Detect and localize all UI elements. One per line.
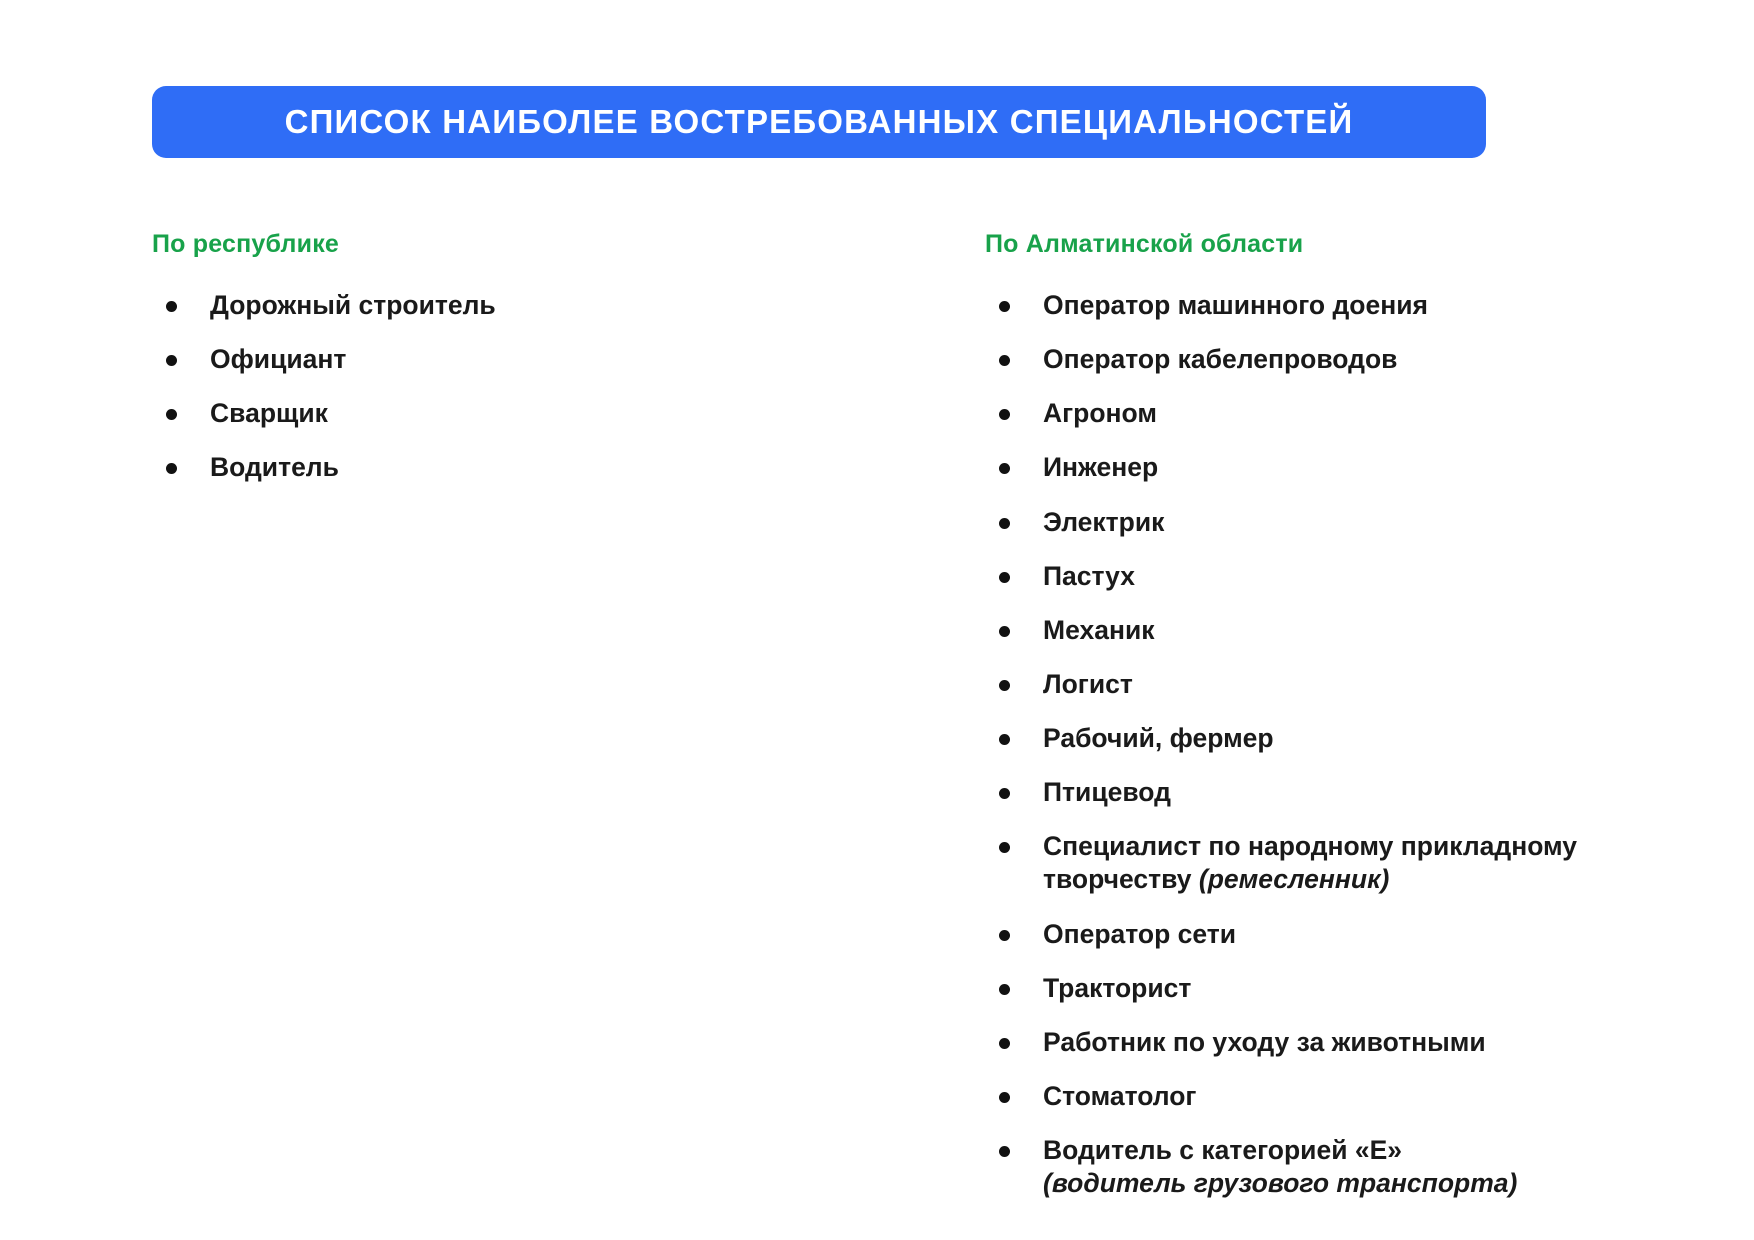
list-item xyxy=(985,1026,1705,1059)
list-item-label: Механик xyxy=(1043,614,1155,645)
bullet-icon xyxy=(999,301,1010,312)
bullet-icon xyxy=(999,463,1010,474)
list-item xyxy=(152,451,852,484)
bullet-icon xyxy=(999,1146,1010,1157)
list-item xyxy=(985,918,1705,951)
list-item-label: Работник по уходу за животными xyxy=(1043,1026,1486,1057)
title-banner xyxy=(152,86,1486,158)
list-item xyxy=(985,560,1705,593)
list-almaty-region xyxy=(985,289,1705,1200)
list-item-label: Тракторист xyxy=(1043,972,1192,1003)
bullet-icon xyxy=(999,1092,1010,1103)
list-item xyxy=(985,1080,1705,1113)
list-item xyxy=(152,289,852,322)
column-heading-republic: По республике xyxy=(152,230,340,258)
bullet-icon xyxy=(999,518,1010,529)
list-item-note: (ремесленник) xyxy=(1198,864,1390,895)
list-item xyxy=(985,343,1705,376)
bullet-icon xyxy=(999,930,1010,941)
list-item xyxy=(985,668,1705,701)
list-item-label: Рабочий, фермер xyxy=(1043,723,1274,753)
column-heading-almaty-region: По Алматинской области xyxy=(985,230,1304,258)
bullet-icon xyxy=(999,984,1010,995)
list-item xyxy=(985,506,1705,539)
list-item-label: Инженер xyxy=(1043,452,1159,483)
list-item xyxy=(985,1134,1705,1200)
bullet-icon xyxy=(999,572,1010,583)
bullet-icon xyxy=(999,680,1010,691)
list-item xyxy=(985,289,1705,322)
list-item xyxy=(985,972,1705,1005)
list-item-label: Оператор кабелепроводов xyxy=(1043,344,1398,375)
list-item xyxy=(985,397,1705,430)
page-title: СПИСОК НАИБОЛЕЕ ВОСТРЕБОВАННЫХ СПЕЦИАЛЬНОСТЕЙ xyxy=(284,103,1354,140)
bullet-icon xyxy=(166,355,177,366)
list-item xyxy=(985,614,1705,647)
list-item xyxy=(985,776,1705,809)
bullet-icon xyxy=(999,734,1010,745)
list-item-label: Стоматолог xyxy=(1043,1080,1197,1111)
list-item-label: Птицевод xyxy=(1043,777,1171,808)
bullet-icon xyxy=(999,355,1010,366)
column-republic xyxy=(152,230,852,506)
list-item xyxy=(985,722,1705,755)
bullet-icon xyxy=(166,409,177,420)
list-item-label: Водитель с категорией «Е» xyxy=(1043,1135,1403,1165)
list-item-label: Агроном xyxy=(1043,398,1157,429)
list-item-label: Электрик xyxy=(1043,506,1165,537)
bullet-icon xyxy=(999,626,1010,637)
list-item-label: Оператор сети xyxy=(1043,918,1237,949)
list-item xyxy=(985,830,1705,896)
list-item-label: Специалист по народному прикладному творчеству xyxy=(1043,831,1578,895)
column-almaty-region xyxy=(985,230,1705,1221)
list-item-label: Официант xyxy=(210,344,347,375)
bullet-icon xyxy=(999,842,1010,853)
list-item-label: Сварщик xyxy=(210,398,328,429)
list-item xyxy=(152,343,852,376)
list-item xyxy=(152,397,852,430)
bullet-icon xyxy=(999,409,1010,420)
list-item-label: Водитель xyxy=(210,452,339,483)
list-item-subline: (водитель грузового транспорта) xyxy=(1043,1168,1518,1199)
bullet-icon xyxy=(166,301,177,312)
list-republic xyxy=(152,289,852,485)
list-item-label: Дорожный строитель xyxy=(210,290,496,320)
list-item-label: Оператор машинного доения xyxy=(1043,290,1428,320)
list-item-label: Пастух xyxy=(1043,560,1135,591)
bullet-icon xyxy=(999,1038,1010,1049)
bullet-icon xyxy=(999,788,1010,799)
bullet-icon xyxy=(166,463,177,474)
list-item xyxy=(985,451,1705,484)
list-item-label: Логист xyxy=(1043,668,1133,699)
